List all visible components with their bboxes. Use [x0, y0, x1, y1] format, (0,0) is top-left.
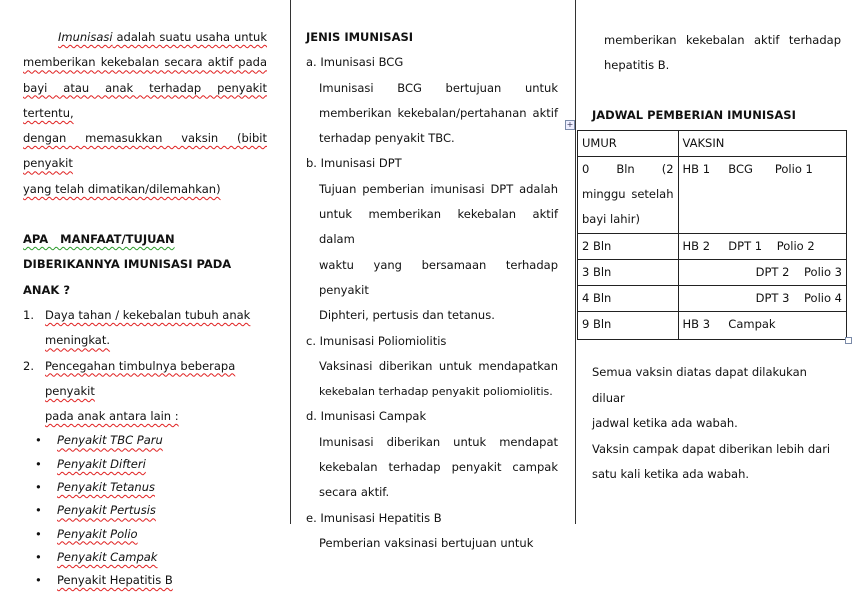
resize-handle-icon[interactable]: [845, 337, 852, 344]
intro-line: memberikan kekebalan secara aktif pada: [23, 55, 267, 70]
list-number: 2.: [23, 358, 34, 373]
list-number: 1.: [23, 307, 34, 322]
table-row: [578, 234, 847, 260]
list-line: Daya tahan / kekebalan tubuh anak: [45, 307, 251, 322]
umur-cell: 0 Bln (2 minggu setelah bayi lahir): [578, 157, 679, 234]
vaksin-cell: DPT 2 Polio 3: [678, 260, 846, 286]
column-divider: [290, 0, 291, 524]
vaksin-cell: HB 1 BCG Polio 1: [678, 157, 846, 234]
column-divider: [575, 0, 576, 524]
bullet-item: • Penyakit Tetanus: [23, 476, 267, 499]
table-title: JADWAL PEMBERIAN IMUNISASI: [592, 108, 796, 122]
schedule-table: [577, 130, 847, 340]
header-cell: VAKSIN: [678, 131, 846, 157]
intro-line: yang telah dimatikan/dilemahkan): [23, 181, 221, 196]
section-line: Imunisasi diberikan untuk mendapat: [319, 434, 558, 449]
note-line: jadwal ketika ada wabah.: [592, 416, 738, 430]
umur-cell: 4 Bln: [578, 286, 679, 312]
umur-cell: 2 Bln: [578, 234, 679, 260]
section-line: kekebalan terhadap penyakit campak: [319, 460, 558, 475]
move-handle-icon[interactable]: +: [566, 120, 574, 129]
list-item: [23, 354, 267, 430]
list-item: [23, 303, 267, 354]
bullet-item: • Penyakit Pertusis: [23, 499, 267, 522]
note-line: satu kali ketika ada wabah.: [592, 467, 750, 481]
section-line: Vaksinasi diberikan untuk mendapatkan: [319, 358, 558, 373]
notes: [592, 360, 837, 488]
section-line: Imunisasi BCG bertujuan untuk: [319, 80, 558, 95]
heading-line: ANAK ?: [23, 282, 71, 297]
section-line: memberikan kekebalan/pertahanan aktif: [319, 105, 558, 120]
section-title: JENIS IMUNISASI: [306, 30, 414, 44]
table-row: [578, 286, 847, 312]
heading-line: DIBERIKANNYA IMUNISASI PADA: [23, 257, 232, 272]
heading-line: APA MANFAAT/TUJUAN: [23, 232, 175, 247]
intro-line: [23, 25, 267, 50]
intro-em: Imunisasi: [58, 30, 113, 44]
section-line: kekebalan terhadap penyakit poliomiolitis.: [319, 385, 553, 399]
list-line: Pencegahan timbulnya beberapa penyakit: [45, 358, 236, 398]
section-label: c. Imunisasi Poliomiolitis: [306, 333, 447, 348]
continued-line: hepatitis B.: [604, 58, 670, 73]
table-row: [578, 157, 847, 234]
right-continued: [604, 28, 841, 79]
bullet-item: • Penyakit Campak: [23, 546, 267, 569]
intro-rest: adalah suatu usaha untuk: [112, 30, 267, 44]
umur-cell: 3 Bln: [578, 260, 679, 286]
vaksin-cell: HB 3 Campak: [678, 312, 846, 340]
bullet-item: • Penyakit TBC Paru: [23, 429, 267, 452]
middle-column: [306, 25, 558, 556]
section-line: secara aktif.: [319, 485, 390, 500]
list-line: meningkat.: [45, 333, 111, 348]
bullet-item: • Penyakit Polio: [23, 523, 267, 546]
umur-cell: 9 Bln: [578, 312, 679, 340]
left-column: [23, 25, 267, 593]
section-line: untuk memberikan kekebalan aktif dalam: [319, 207, 558, 247]
section-label: e. Imunisasi Hepatitis B: [306, 510, 442, 525]
bullet-item: • Penyakit Hepatitis B: [23, 569, 267, 592]
section-label: d. Imunisasi Campak: [306, 409, 427, 424]
vaksin-cell: DPT 3 Polio 4: [678, 286, 846, 312]
table-row: [578, 260, 847, 286]
table-header-row: [578, 131, 847, 157]
header-cell: UMUR: [578, 131, 679, 157]
section-line: waktu yang bersamaan terhadap penyakit: [319, 257, 558, 297]
intro-line: dengan memasukkan vaksin (bibit penyakit: [23, 131, 267, 171]
note-line: Semua vaksin diatas dapat dilakukan diluar: [592, 365, 807, 405]
section-line: Tujuan pemberian imunisasi DPT adalah: [319, 181, 558, 196]
section-line: Diphteri, pertusis dan tetanus.: [319, 308, 495, 323]
continued-line: memberikan kekebalan aktif terhadap: [604, 33, 841, 47]
note-line: Vaksin campak dapat diberikan lebih dari: [592, 441, 831, 456]
vaksin-cell: HB 2 DPT 1 Polio 2: [678, 234, 846, 260]
section-label: a. Imunisasi BCG: [306, 55, 404, 70]
list-line: pada anak antara lain :: [45, 409, 179, 424]
section-line: terhadap penyakit TBC.: [319, 131, 455, 146]
intro-line: bayi atau anak terhadap penyakit tertentu,: [23, 80, 267, 120]
bullet-item: • Penyakit Difteri: [23, 453, 267, 476]
section-label: b. Imunisasi DPT: [306, 156, 402, 171]
section-line: Pemberian vaksinasi bertujuan untuk: [319, 535, 534, 550]
table-row: [578, 312, 847, 340]
